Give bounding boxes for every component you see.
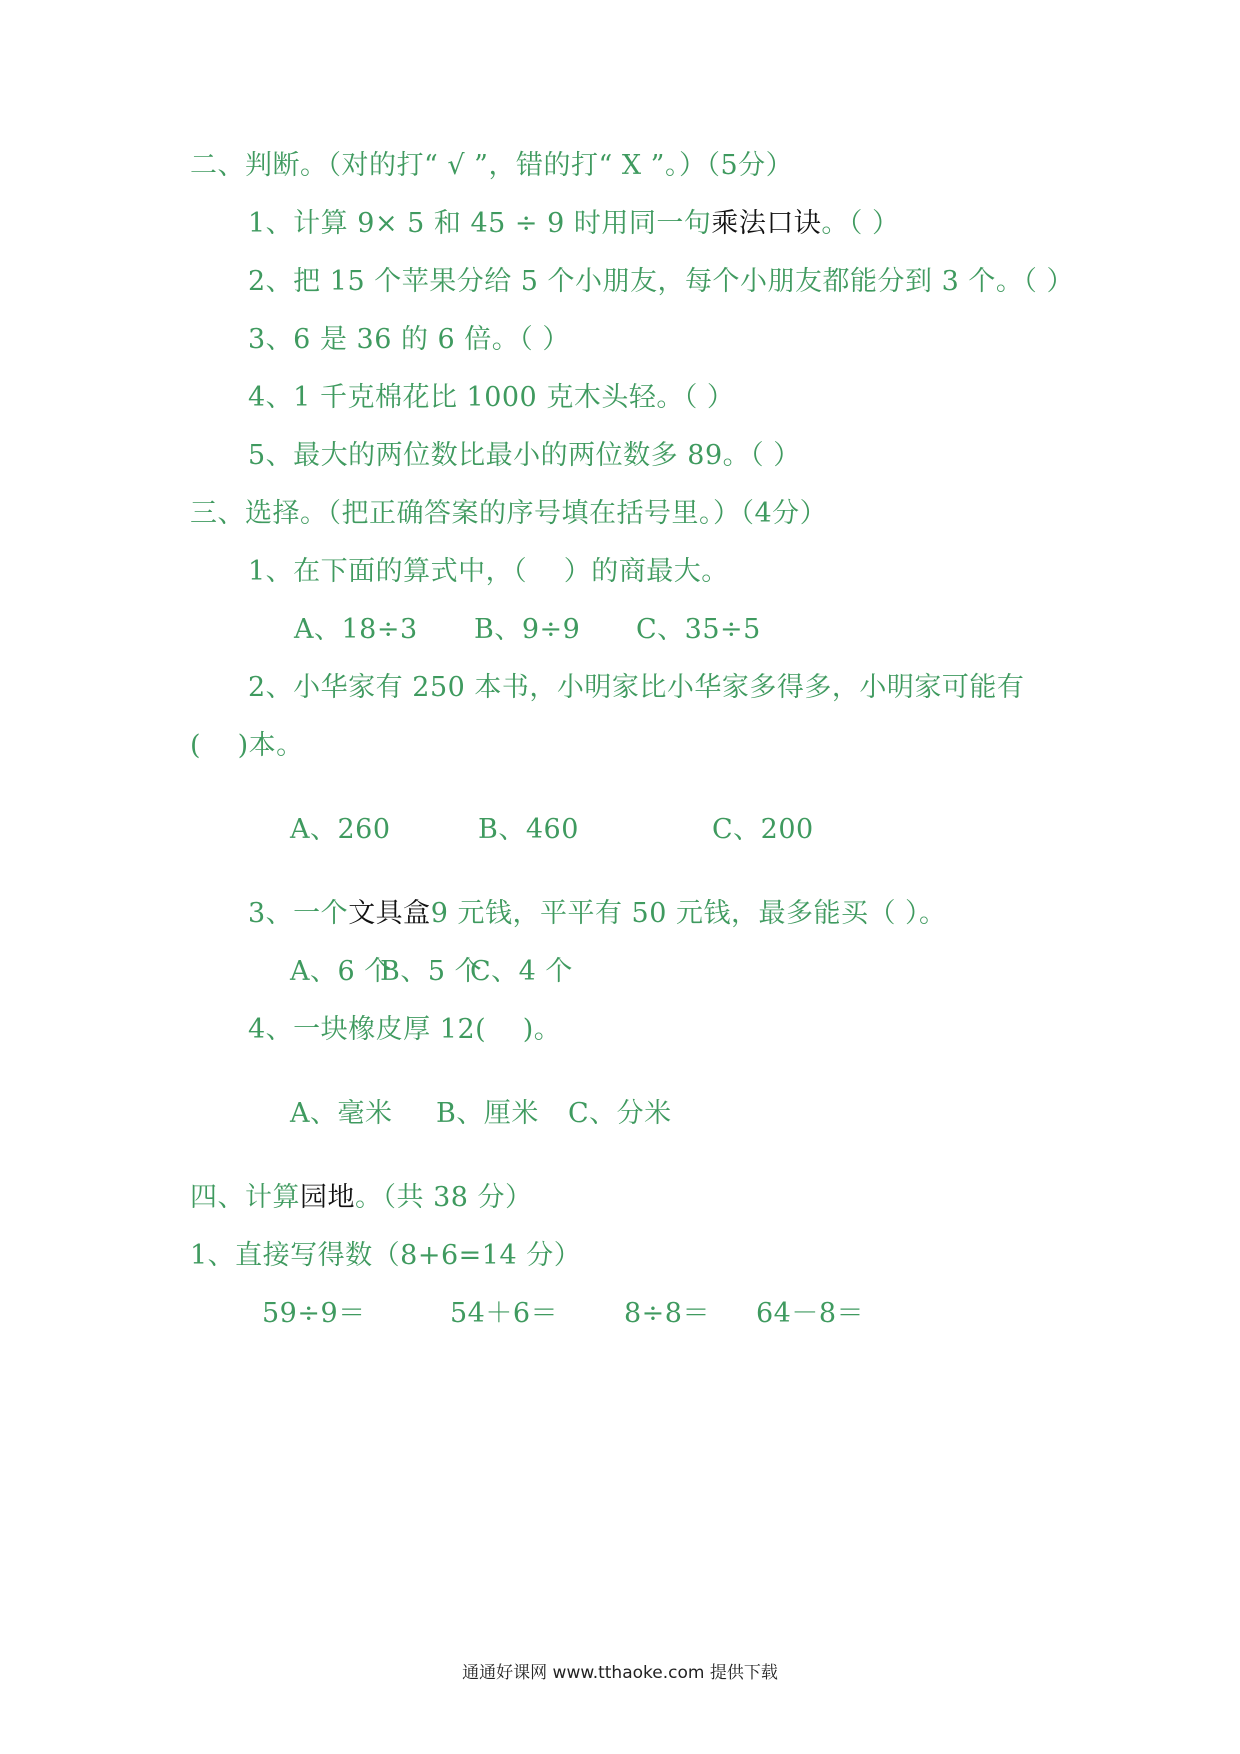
option-c: C、35÷5 [636,614,761,645]
section3-q3 [248,896,947,932]
section3-q3-text: 3、一个 [248,898,349,929]
calc-item: 8÷8＝ [624,1298,710,1329]
option-a: A、260 [290,814,391,845]
option-b: B、厘米 [436,1098,539,1129]
section3-q4-options [290,1096,672,1132]
section2-q3: 3、6 是 36 的 6 倍。（ ） [248,324,570,355]
section4-calcs [262,1296,864,1332]
option-b: B、9÷9 [474,614,581,645]
calc-item: 59÷9＝ [262,1298,366,1329]
section3-q1-options [294,612,761,648]
section3-q3-end: 9 元钱，平平有 50 元钱，最多能买（ ）。 [430,898,947,929]
section3-title: 三、选择。（把正确答案的序号填在括号里。）（4分） [190,498,828,529]
section2-q1-text: 1、计算 9× 5 和 45 ÷ 9 时用同一句 [248,208,712,239]
option-b: B、5 个 [380,956,483,987]
section3-q2-options [290,812,814,848]
section3-q4: 4、一块橡皮厚 12( )。 [248,1014,562,1045]
section3-q3-options [290,954,573,990]
section2-title: 二、判断。（对的打“ √ ”，错的打“ X ”。）（5分） [190,150,794,181]
option-b: B、460 [478,814,579,845]
section4-title-end: 。（共 38 分） [355,1182,533,1213]
footer-text: 通通好课网 www.tthaoke.com 提供下载 [462,1663,778,1683]
section3-q2-line1: 2、小华家有 250 本书，小明家比小华家多得多，小明家可能有 [248,672,1025,703]
section2-q4: 4、1 千克棉花比 1000 克木头轻。（ ） [248,382,735,413]
option-c: C、4 个 [470,956,573,987]
section2-q5: 5、最大的两位数比最小的两位数多 89。（ ） [248,440,801,471]
option-c: C、分米 [568,1098,672,1129]
section4-sub1: 1、直接写得数（8+6=14 分） [190,1240,582,1271]
section2-q1-highlight: 乘法口诀 [711,208,822,239]
option-c: C、200 [712,814,814,845]
section2-q1 [248,206,900,242]
section3-q2-line2: ( )本。 [190,730,304,761]
section4-title [190,1180,533,1216]
calc-item: 64－8＝ [756,1298,865,1329]
section2-q1-end: 。（ ） [821,208,900,239]
section3-q3-highlight: 文具盒 [348,898,431,929]
section4-title-highlight: 园地 [300,1182,355,1213]
option-a: A、18÷3 [294,614,418,645]
section4-title-text: 四、计算 [190,1182,300,1213]
calc-item: 54＋6＝ [450,1298,559,1329]
section2-q2: 2、把 15 个苹果分给 5 个小朋友，每个小朋友都能分到 3 个。（ ） [248,266,1074,297]
option-a: A、毫米 [290,1098,393,1129]
option-a: A、6 个 [290,956,392,987]
section3-q1: 1、在下面的算式中，（ ）的商最大。 [248,556,729,587]
